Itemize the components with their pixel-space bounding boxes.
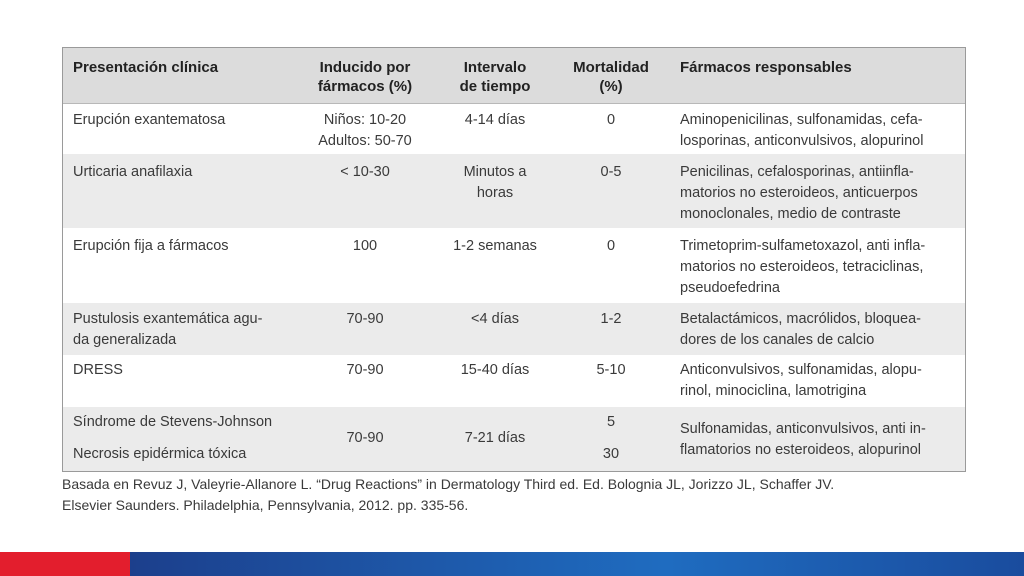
cell-farmacos: Betalactámicos, macrólidos, bloquea- dores de los canales de calcio: [680, 311, 921, 348]
cell-mortalidad: 5-10: [596, 362, 626, 378]
table-row: [63, 228, 966, 303]
citation-text: Basada en Revuz J, Valeyrie-Allanore L. “Drug Reactions” in Dermatology Third ed. Ed. Bolognia JL, Jorizzo JL, Schaffer JV. Elsevier Saunders. Philadelphia, Pennsylvania, 2012. pp. 335-56.: [62, 476, 835, 513]
cell-presentacion: Pustulosis exantemática agu- da generalizada: [73, 311, 263, 348]
table-row: [63, 303, 966, 355]
cell-mortalidad-ten: 30: [602, 446, 620, 462]
cell-farmacos: Anticonvulsivos, sulfonamidas, alopu- rinol, minociclina, lamotrigina: [680, 362, 922, 399]
cell-intervalo: 7-21 días: [464, 430, 526, 446]
drug-reactions-table: [62, 47, 966, 472]
cell-intervalo: <4 días: [471, 311, 519, 327]
cell-intervalo: 4-14 días: [464, 112, 526, 128]
header-farmacos: Fármacos responsables: [680, 59, 852, 76]
cell-farmacos: Penicilinas, cefalosporinas, antiinfla- matorios no esteroideos, anticuerpos monoclonales, medio de contraste: [680, 164, 918, 222]
table-row: [63, 355, 966, 407]
cell-mortalidad: 0-5: [600, 164, 622, 180]
cell-inducido: 70-90: [346, 362, 384, 378]
cell-inducido: 70-90: [346, 430, 384, 446]
cell-farmacos: Aminopenicilinas, sulfonamidas, cefa- losporinas, anticonvulsivos, alopurinol: [680, 112, 924, 149]
header-mortalidad: Mortalidad (%): [573, 59, 649, 95]
cell-presentacion: DRESS: [73, 362, 123, 378]
table-header: [63, 48, 966, 104]
header-presentacion: Presentación clínica: [73, 59, 219, 76]
cell-presentacion: Urticaria anafilaxia: [73, 164, 193, 180]
table-row: [63, 407, 966, 472]
cell-inducido: < 10-30: [340, 164, 390, 180]
cell-presentacion-sjs: Síndrome de Stevens-Johnson: [73, 414, 273, 430]
cell-intervalo: Minutos a horas: [463, 164, 527, 201]
cell-mortalidad-sjs: 5: [606, 414, 616, 430]
header-intervalo: Intervalo de tiempo: [459, 59, 531, 95]
header-inducido: Inducido por fármacos (%): [317, 59, 413, 95]
table-row: [63, 154, 966, 228]
cell-intervalo: 1-2 semanas: [453, 238, 537, 254]
cell-farmacos: Trimetoprim-sulfametoxazol, anti infla- matorios no esteroideos, tetraciclinas, pseudoefedrina: [680, 238, 926, 296]
cell-presentacion-ten: Necrosis epidérmica tóxica: [73, 446, 247, 462]
cell-intervalo: 15-40 días: [460, 362, 530, 378]
footer-red-bar: [0, 552, 130, 576]
cell-presentacion: Erupción fija a fármacos: [73, 238, 229, 254]
cell-inducido: Niños: 10-20 Adultos: 50-70: [318, 112, 412, 149]
cell-mortalidad: 0: [606, 238, 616, 254]
cell-inducido: 70-90: [346, 311, 384, 327]
cell-mortalidad: 0: [606, 112, 616, 128]
cell-mortalidad: 1-2: [600, 311, 622, 327]
table-row: [63, 104, 966, 154]
cell-presentacion: Erupción exantematosa: [73, 112, 226, 128]
cell-farmacos: Sulfonamidas, anticonvulsivos, anti in- flamatorios no esteroideos, alopurinol: [680, 421, 926, 458]
cell-inducido: 100: [352, 238, 378, 254]
footer-blue-bar: [130, 552, 1024, 576]
